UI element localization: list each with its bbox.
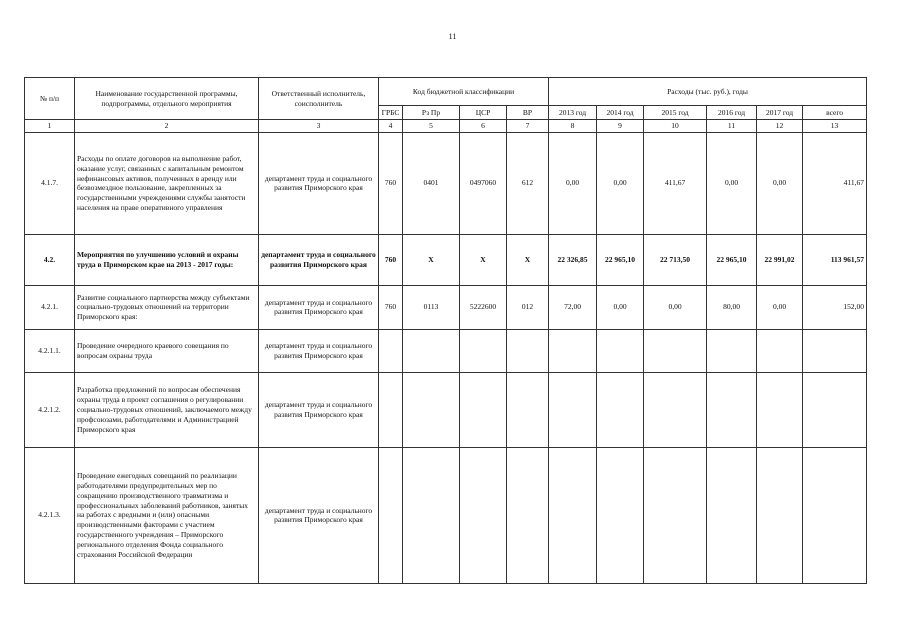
row-2014: 0,00 (597, 285, 644, 329)
page-number: 11 (448, 32, 457, 41)
table-row (25, 447, 867, 583)
row-vr: Х (507, 234, 549, 285)
row-csr: Х (460, 234, 507, 285)
row-2016 (707, 447, 757, 583)
row-2016 (707, 329, 757, 372)
row-number: 4.2.1.2. (25, 372, 75, 447)
row-2015: 411,67 (644, 132, 707, 234)
row-name: Развитие социального партнерства между субъектами социально-трудовых отношений на территории Приморского края: (75, 285, 259, 329)
row-2016: 22 965,10 (707, 234, 757, 285)
row-2015: 0,00 (644, 285, 707, 329)
row-grbs: 760 (379, 285, 403, 329)
column-number: 10 (644, 120, 707, 133)
row-rzpr (403, 329, 460, 372)
col-header-total: всего (803, 106, 867, 120)
row-csr (460, 447, 507, 583)
col-header-grbs: ГРБС (379, 106, 403, 120)
row-2017 (757, 447, 803, 583)
col-header-expenses: Расходы (тыс. руб.), годы (549, 78, 867, 106)
column-number: 4 (379, 120, 403, 133)
column-number: 3 (259, 120, 379, 133)
row-csr (460, 329, 507, 372)
row-2015 (644, 329, 707, 372)
row-2017: 22 991,02 (757, 234, 803, 285)
row-grbs: 760 (379, 234, 403, 285)
row-grbs (379, 447, 403, 583)
row-name: Проведение очередного краевого совещания по вопросам охраны труда (75, 329, 259, 372)
column-number: 8 (549, 120, 597, 133)
col-header-budget-code: Код бюджетной классификации (379, 78, 549, 106)
row-2013: 72,00 (549, 285, 597, 329)
row-number: 4.2. (25, 234, 75, 285)
col-header-2017: 2017 год (757, 106, 803, 120)
row-2014 (597, 329, 644, 372)
column-number: 7 (507, 120, 549, 133)
row-responsible: департамент труда и социального развития Приморского края (259, 447, 379, 583)
row-rzpr (403, 372, 460, 447)
table-row (25, 285, 867, 329)
column-number: 9 (597, 120, 644, 133)
row-csr (460, 372, 507, 447)
row-responsible: департамент труда и социального развития Приморского края (259, 132, 379, 234)
row-vr (507, 329, 549, 372)
col-header-num: № п/п (25, 78, 75, 120)
table-row (25, 372, 867, 447)
row-total: 411,67 (803, 132, 867, 234)
row-2013 (549, 329, 597, 372)
column-number: 12 (757, 120, 803, 133)
row-grbs (379, 372, 403, 447)
row-2015 (644, 447, 707, 583)
col-header-2015: 2015 год (644, 106, 707, 120)
row-grbs (379, 329, 403, 372)
row-rzpr: 0113 (403, 285, 460, 329)
row-rzpr (403, 447, 460, 583)
row-grbs: 760 (379, 132, 403, 234)
column-number: 13 (803, 120, 867, 133)
row-2017 (757, 329, 803, 372)
row-2013 (549, 372, 597, 447)
row-2017 (757, 372, 803, 447)
row-2015 (644, 372, 707, 447)
row-responsible: департамент труда и социального развития Приморского края (259, 234, 379, 285)
row-responsible: департамент труда и социального развития Приморского края (259, 372, 379, 447)
row-2013: 0,00 (549, 132, 597, 234)
col-header-rzpr: Рз Пр (403, 106, 460, 120)
row-vr (507, 372, 549, 447)
row-vr: 612 (507, 132, 549, 234)
row-csr: 0497060 (460, 132, 507, 234)
row-name: Разработка предложений по вопросам обеспечения охраны труда в проект соглашения о регулировании социально-трудовых отношений, заключаемого между профсоюзами, работодателями и Администрацией Приморского края (75, 372, 259, 447)
col-header-name: Наименование государственной программы, подпрограммы, отдельного мероприятия (75, 78, 259, 120)
row-2015: 22 713,50 (644, 234, 707, 285)
row-total (803, 329, 867, 372)
row-csr: 5222600 (460, 285, 507, 329)
row-vr (507, 447, 549, 583)
row-2014: 0,00 (597, 132, 644, 234)
column-number: 6 (460, 120, 507, 133)
col-header-2016: 2016 год (707, 106, 757, 120)
row-name: Расходы по оплате договоров на выполнение работ, оказание услуг, связанных с капитальным ремонтом нефинансовых активов, полученных в аренду или безвозмездное пользование, закрепленных за государственными учреждениями службы занятости населения на праве оперативного управления (75, 132, 259, 234)
row-responsible: департамент труда и социального развития Приморского края (259, 329, 379, 372)
row-2016: 80,00 (707, 285, 757, 329)
row-total: 152,00 (803, 285, 867, 329)
col-header-vr: ВР (507, 106, 549, 120)
row-name: Проведение ежегодных совещаний по реализации работодателями предупредительных мер по сокращению производственного травматизма и профессиональных заболеваний работников, занятых на работах с вредными и (или) опасными производственными факторами с участием государственного учреждения – Приморского регионального отделения Фонда социального страхования Российской Федерации (75, 447, 259, 583)
row-number: 4.1.7. (25, 132, 75, 234)
row-number: 4.2.1. (25, 285, 75, 329)
row-2014 (597, 372, 644, 447)
row-name: Мероприятия по улучшению условий и охраны труда в Приморском крае на 2013 - 2017 годы: (75, 234, 259, 285)
row-rzpr: 0401 (403, 132, 460, 234)
row-responsible: департамент труда и социального развития Приморского края (259, 285, 379, 329)
col-header-csr: ЦСР (460, 106, 507, 120)
row-2014 (597, 447, 644, 583)
row-number: 4.2.1.1. (25, 329, 75, 372)
table-row (25, 234, 867, 285)
row-2016 (707, 372, 757, 447)
row-total (803, 372, 867, 447)
col-header-responsible: Ответственный исполнитель, соисполнитель (259, 78, 379, 120)
table-row (25, 132, 867, 234)
column-number: 1 (25, 120, 75, 133)
row-2013: 22 326,85 (549, 234, 597, 285)
column-number-row (25, 120, 867, 133)
table-row (25, 329, 867, 372)
row-2016: 0,00 (707, 132, 757, 234)
column-number: 5 (403, 120, 460, 133)
column-number: 2 (75, 120, 259, 133)
row-total (803, 447, 867, 583)
row-vr: 012 (507, 285, 549, 329)
row-2013 (549, 447, 597, 583)
row-2014: 22 965,10 (597, 234, 644, 285)
row-rzpr: Х (403, 234, 460, 285)
row-2017: 0,00 (757, 132, 803, 234)
col-header-2013: 2013 год (549, 106, 597, 120)
row-number: 4.2.1.3. (25, 447, 75, 583)
budget-table (24, 77, 867, 584)
column-number: 11 (707, 120, 757, 133)
header-row-1 (25, 78, 867, 106)
col-header-2014: 2014 год (597, 106, 644, 120)
row-total: 113 961,57 (803, 234, 867, 285)
row-2017: 0,00 (757, 285, 803, 329)
